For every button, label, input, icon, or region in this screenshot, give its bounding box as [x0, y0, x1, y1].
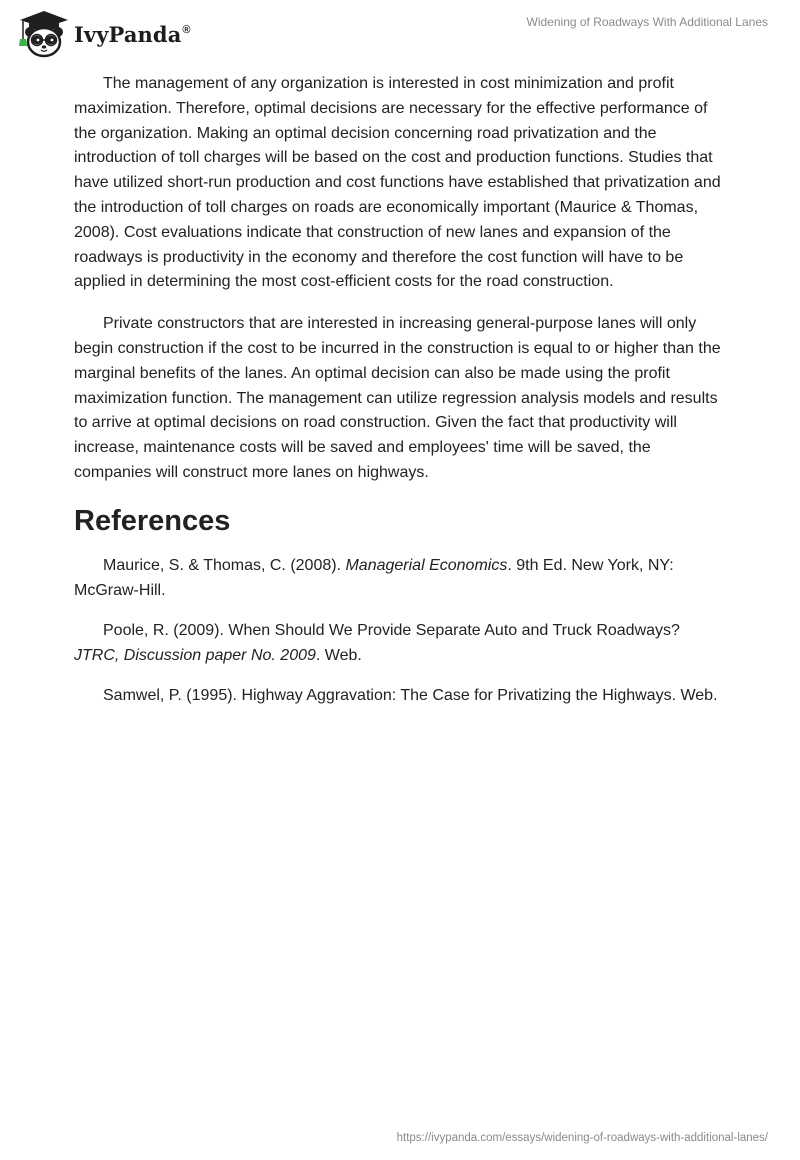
registered-mark: ®	[182, 23, 191, 36]
reference-text: Poole, R. (2009). When Should We Provide Separate Auto and Truck Roadways?	[103, 621, 680, 639]
reference-text: Samwel, P. (1995). Highway Aggravation: The Case for Privatizing the Highways. Web.	[103, 686, 718, 704]
running-title: Widening of Roadways With Additional Lanes	[526, 15, 768, 29]
source-url-link[interactable]: https://ivypanda.com/essays/widening-of-roadways-with-additional-lanes/	[396, 1132, 768, 1144]
reference-text: . Web.	[315, 646, 362, 664]
reference-title: Managerial Economics	[345, 556, 508, 574]
brand-name: IvyPanda®	[74, 21, 191, 47]
reference-item-3	[74, 683, 726, 708]
body-paragraph-1: The management of any organization is interested in cost minimization and profit maximization. Therefore, optimal decisions are necessary for the effective performance of the organization. Making an optimal decision concerning road privatization and the introduction of toll charges will be based on the cost and production functions. Studies that have utilized short-run production and cost functions have established that privatization and the introduction of toll charges on roads are economically important (Maurice & Thomas, 2008). Cost evaluations indicate that construction of new lanes and expansion of the roadways is productivity in the economy and therefore the cost function will have to be applied in determining the most cost-efficient costs for the road construction.	[74, 75, 721, 291]
reference-item-2	[74, 618, 726, 668]
page-header	[0, 0, 800, 70]
reference-text: Maurice, S. & Thomas, C. (2008).	[103, 556, 346, 574]
panda-graduate-icon	[14, 8, 68, 58]
reference-item-1	[74, 553, 726, 603]
reference-text: . 9th Ed. New York, NY: McGraw-Hill.	[74, 556, 674, 599]
document-body	[74, 72, 726, 723]
references-heading: References	[74, 504, 231, 537]
body-paragraph-2: Private constructors that are interested in increasing general-purpose lanes will only begin construction if the cost to be incurred in the construction is equal to or higher than the marginal benefits of the lanes. An optimal decision can also be made using the profit maximization function. The management can utilize regression analysis models and results to arrive at optimal decisions on road construction. Given the fact that productivity will increase, maintenance costs will be saved and employees' time will be saved, the companies will construct more lanes on highways.	[74, 315, 721, 481]
reference-title: JTRC, Discussion paper No. 2009	[74, 646, 316, 664]
ivypanda-logo[interactable]	[14, 8, 191, 58]
